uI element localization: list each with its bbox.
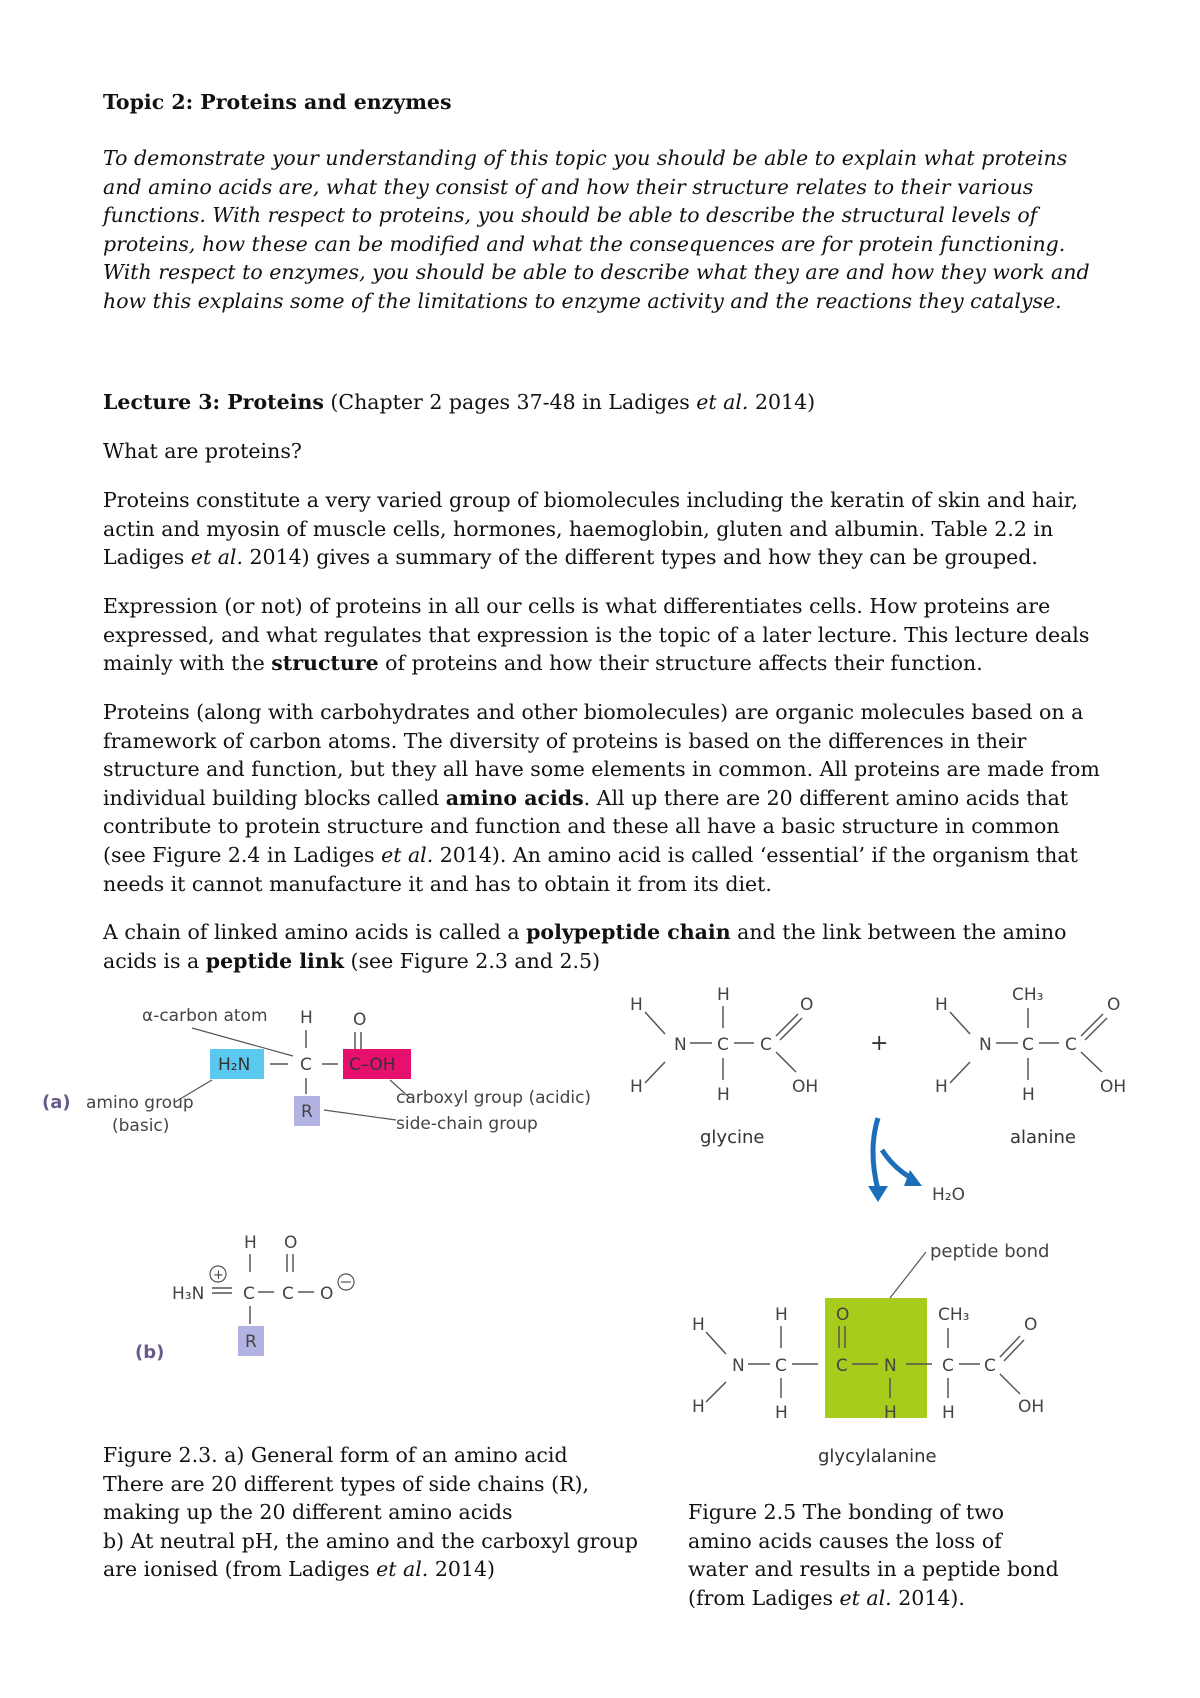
figure-label-b: (b) [135,1342,165,1363]
gly-ala-n2: N [884,1356,897,1376]
p3-bold: amino acids [445,785,584,810]
atom-h-top-a: H [300,1008,313,1028]
gly-ala-c2: C [836,1356,848,1376]
glycine-o: O [800,995,814,1015]
r-text: R [301,1102,313,1122]
figure-2-3 [40,990,620,1390]
gly-ala-h-left-bottom: H [692,1397,705,1417]
r-text-b: R [245,1332,257,1352]
p4-bold-2: peptide link [205,948,344,973]
lecture-ref-a: (Chapter 2 pages 37-48 in Ladiges [323,390,697,414]
question-line: What are proteins? [103,439,302,463]
fig25-caption-line-4 [688,1584,1108,1613]
side-chain-label: side-chain group [396,1114,538,1134]
alanine-ch3: CH₃ [1012,985,1044,1005]
glycine-h-left-bottom: H [630,1077,643,1097]
paragraph-2 [103,592,1103,678]
gly-ala-h-bottom1: H [775,1403,788,1423]
p1-text-b: 2014) gives a summary of the different types and how they can be grouped. [243,545,1038,570]
lecture-etal: et al. [696,390,749,414]
p4-text-c: (see Figure 2.3 and 2.5) [343,948,601,973]
p3-etal: et al. [381,842,434,867]
lecture-title: Lecture 3: Proteins [103,390,324,414]
cooh-text: C–OH [349,1055,396,1075]
amino-group-label: amino group [86,1093,194,1113]
p2-text-b: of proteins and how their structure affects their function. [378,651,983,676]
figure-label-a: (a) [42,1092,71,1113]
glycine-label: glycine [700,1127,765,1148]
gly-ala-h-left-top: H [692,1315,705,1335]
glycylalanine-label: glycylalanine [818,1446,937,1467]
alanine-c1: C [1022,1035,1034,1055]
p4-text-a: A chain of linked amino acids is called a [103,920,527,944]
alanine-oh: OH [1100,1077,1127,1097]
alanine-h-left-top: H [935,995,948,1015]
glycine-n: N [674,1035,687,1055]
fig25-caption-line-2: amino acids causes the loss of [688,1528,1002,1553]
fig23-caption-text: are ionised (from Ladiges [103,1557,377,1582]
carbon-b-1: C [243,1284,255,1304]
gly-ala-oh: OH [1018,1397,1045,1417]
gly-ala-h-n: H [884,1403,897,1423]
glycine-h-left-top: H [630,995,643,1015]
alanine-h-bottom: H [1022,1085,1035,1105]
p1-etal: et al. [190,545,243,570]
gly-ala-h-top1: H [775,1305,788,1325]
carboxyl-group-label: carboxyl group (acidic) [396,1088,592,1108]
intro-paragraph: To demonstrate your understanding of this topic you should be able to explain what proteins and amino acids are, what they consist of and how their structure relates to their various functions. With respect to proteins, you should be able to describe the structural levels of proteins, how these can be modified and what the consequences are for protein functioning. With respect to enzymes, you should be able to describe what they are and how they work and how this explains some of the limitations to enzyme activity and the reactions they catalyse. [103,146,1090,313]
p2-bold: structure [271,651,379,676]
fig23-caption-line-2: There are 20 different types of side chains (R), [103,1471,590,1496]
oxygen-b: O [320,1284,334,1304]
gly-ala-o2: O [1024,1315,1038,1335]
fig25-caption-line-3: water and results in a peptide bond [688,1557,1059,1582]
alpha-carbon-atom: C [300,1055,312,1075]
p4-bold-1: polypeptide chain [526,920,731,944]
alanine-n: N [979,1035,992,1055]
glycine-h-top: H [717,985,730,1005]
fig23-caption-line-3: making up the 20 different amino acids [103,1500,513,1525]
basic-label: (basic) [112,1116,170,1136]
paragraph-3 [103,698,1103,898]
fig23-caption-line-4: b) At neutral pH, the amino and the carboxyl group [103,1528,639,1553]
gly-ala-c3: C [942,1356,954,1376]
alpha-carbon-label: α-carbon atom [142,1006,268,1026]
peptide-bond-label: peptide bond [930,1241,1050,1262]
glycine-oh: OH [792,1077,819,1097]
alanine-c2: C [1065,1035,1077,1055]
fig25-caption-text: (from Ladiges [688,1585,840,1610]
p1-text-a: Proteins constitute a very varied group of biomolecules including the keratin of skin and hair, actin and myosin of muscle cells, hormones, haemoglobin, gluten and albumin. Table 2.2 in Ladiges [103,488,1078,570]
atom-h-top-b: H [244,1233,257,1253]
figure-2-5 [620,980,1190,1480]
p2-text-a: Expression (or not) of proteins in all our cells is what differentiates cells. How proteins are expressed, and what regulates that expression is the topic of a later lecture. This lecture deals mainly with the [103,594,1090,676]
glycine-c1: C [717,1035,729,1055]
alanine-h-left-bottom: H [935,1077,948,1097]
gly-ala-c1: C [775,1356,787,1376]
water-label: H₂O [932,1185,965,1205]
p3-text-b: . All up there are 20 different amino acids that contribute to protein structure and function and these all have a basic structure in common (see Figure 2.4 in Ladiges [103,785,1069,867]
gly-ala-c4: C [984,1356,996,1376]
figure-2-3-caption [103,1441,643,1584]
glycine-h-bottom: H [717,1085,730,1105]
fig23-caption-line-1: Figure 2.3. a) General form of an amino acid [103,1443,568,1467]
fig23-caption-etal: et al. [376,1557,429,1582]
fig23-caption-line-5 [103,1555,643,1584]
fig25-caption-end: 2014). [891,1585,965,1610]
plus-sign: + [870,1031,889,1056]
carbon-b-2: C [282,1284,294,1304]
p3-text-c: 2014). An amino acid is called ‘essential’ if the organism that needs it cannot manufacture it and has to obtain it from its diet. [103,842,1078,896]
h2n-text: H₂N [218,1055,251,1075]
p4-text-b: and the link between the amino acids is a [103,920,1067,973]
fig25-caption-etal: et al. [839,1585,892,1610]
p3-text-a: Proteins (along with carbohydrates and other biomolecules) are organic molecules based on a framework of carbon atoms. The diversity of proteins is based on the differences in their structure and function, but they all have some elements in common. All proteins are made from individual building blocks called [103,700,1100,810]
fig25-caption-line-1: Figure 2.5 The bonding of two [688,1500,1004,1524]
svg-text:+: + [213,1268,224,1283]
topic-title: Topic 2: Proteins and enzymes [103,90,452,114]
figure-2-5-caption [688,1498,1108,1612]
lecture-heading [103,388,1103,417]
alanine-o: O [1107,995,1121,1015]
lecture-ref-b: 2014) [748,390,816,414]
alanine-label: alanine [1010,1127,1076,1148]
reaction-arrow-icon [868,1118,922,1202]
fig23-caption-end: 2014) [428,1557,495,1582]
glycine-c2: C [760,1035,772,1055]
paragraph-1 [103,486,1103,572]
gly-ala-h-bottom3: H [942,1403,955,1423]
atom-o-top-a: O [353,1010,367,1030]
atom-o-top-b: O [284,1233,298,1253]
gly-ala-o1: O [836,1305,850,1325]
gly-ala-ch3: CH₃ [938,1305,970,1325]
gly-ala-n1: N [732,1356,745,1376]
paragraph-4 [103,918,1103,975]
h3n-text: H₃N [172,1284,205,1304]
